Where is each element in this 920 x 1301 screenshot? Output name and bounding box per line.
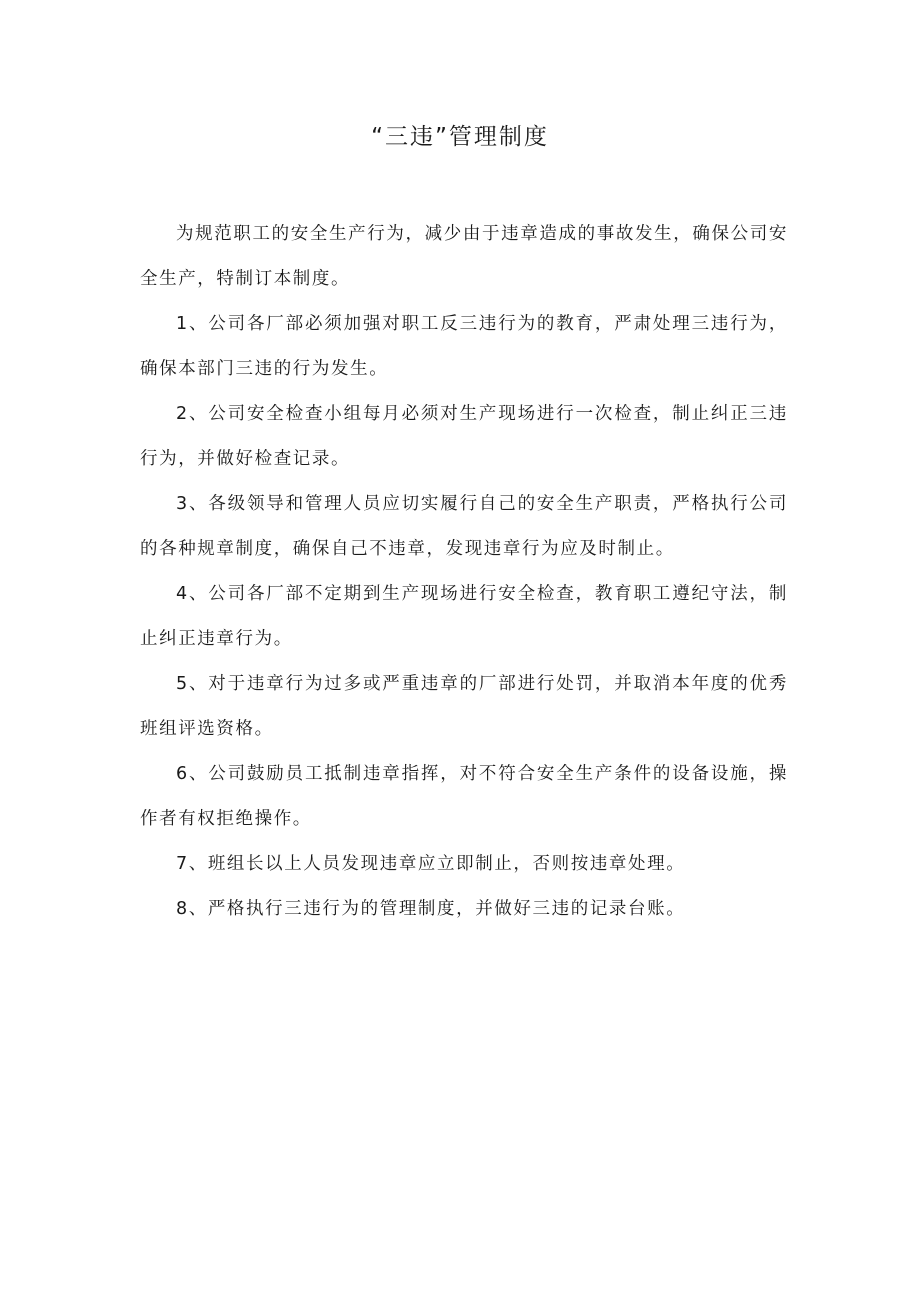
rule-item-2: 2、公司安全检查小组每月必须对生产现场进行一次检查，制止纠正三违行为，并做好检查记录。 [140, 404, 788, 469]
rule-item-1: 1、公司各厂部必须加强对职工反三违行为的教育，严肃处理三违行为，确保本部门三违的行为发生。 [140, 314, 788, 379]
rule-item-8: 8、严格执行三违行为的管理制度，并做好三违的记录台账。 [176, 899, 686, 919]
intro-paragraph: 为规范职工的安全生产行为，减少由于违章造成的事故发生，确保公司安全生产，特制订本制度。 [140, 224, 788, 289]
rule-item-3: 3、各级领导和管理人员应切实履行自己的安全生产职责，严格执行公司的各种规章制度，确保自己不违章，发现违章行为应及时制止。 [140, 494, 788, 559]
document-title: “三违”管理制度 [371, 124, 549, 150]
document-body [140, 212, 788, 932]
rule-item-7: 7、班组长以上人员发现违章应立即制止，否则按违章处理。 [176, 854, 686, 874]
rule-item-6: 6、公司鼓励员工抵制违章指挥，对不符合安全生产条件的设备设施，操作者有权拒绝操作。 [140, 764, 788, 829]
rule-item-4: 4、公司各厂部不定期到生产现场进行安全检查，教育职工遵纪守法，制止纠正违章行为。 [140, 584, 788, 649]
rule-item-5: 5、对于违章行为过多或严重违章的厂部进行处罚，并取消本年度的优秀班组评选资格。 [140, 674, 788, 739]
